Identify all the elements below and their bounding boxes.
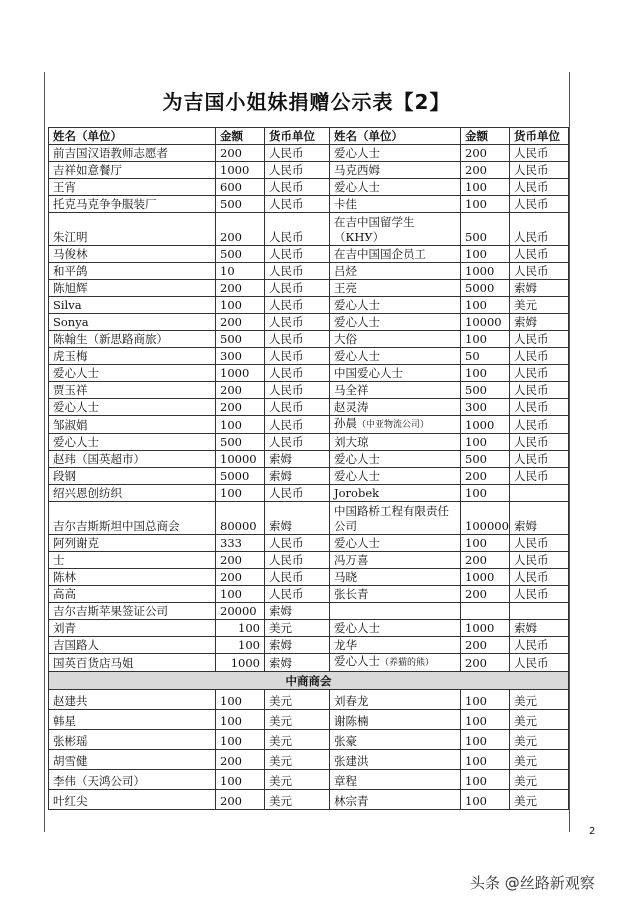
currency-cell: 索姆: [510, 314, 569, 331]
currency-cell: 人民币: [510, 196, 569, 213]
currency-cell: 美元: [265, 770, 330, 790]
amount-cell: [461, 603, 510, 620]
currency-cell: 人民币: [510, 451, 569, 468]
table-row: [49, 263, 569, 280]
amount-cell: 1000: [216, 162, 265, 179]
currency-cell: 索姆: [265, 654, 330, 672]
donor-name-cell: 韩星: [49, 710, 216, 730]
donor-name-cell: 国英百货店马姐: [49, 654, 216, 672]
currency-cell: 人民币: [265, 331, 330, 348]
table-row: [49, 485, 569, 502]
amount-cell: 100: [216, 770, 265, 790]
donor-name-cell: 吉祥如意餐厅: [49, 162, 216, 179]
currency-cell: 人民币: [265, 569, 330, 586]
donor-name-cell: 马晓: [330, 569, 461, 586]
table-row: [49, 179, 569, 196]
donor-name-cell: 刘大琼: [330, 434, 461, 451]
donor-name-cell: Sonya: [49, 314, 216, 331]
amount-cell: 100: [461, 770, 510, 790]
currency-cell: 美元: [265, 750, 330, 770]
table-row: [49, 399, 569, 416]
donor-name-cell: Silva: [49, 297, 216, 314]
amount-cell: 100: [216, 416, 265, 434]
header-amount-1: 金额: [216, 128, 265, 145]
donor-name-cell: 和平鸽: [49, 263, 216, 280]
donor-name-cell: 吉尔吉斯斯坦中国总商会: [49, 502, 216, 535]
table-header-row: [49, 128, 569, 145]
table-row: [49, 586, 569, 603]
currency-cell: 美元: [265, 710, 330, 730]
table-row: [49, 770, 569, 790]
header-currency-1: 货币单位: [265, 128, 330, 145]
table-row: [49, 690, 569, 710]
donor-name-cell: 赵玮（国英超市）: [49, 451, 216, 468]
currency-cell: 索姆: [265, 603, 330, 620]
currency-cell: 人民币: [510, 331, 569, 348]
donor-name-cell: 爱心人士: [49, 434, 216, 451]
donor-name-cell: 绍兴恩创纺织: [49, 485, 216, 502]
amount-cell: 200: [216, 569, 265, 586]
donor-name-cell: 虎玉梅: [49, 348, 216, 365]
amount-cell: 100: [461, 535, 510, 552]
header-amount-2: 金额: [461, 128, 510, 145]
amount-cell: 200: [216, 280, 265, 297]
donor-name-cell: 爱心人士（养猫的熊）: [330, 654, 461, 672]
amount-cell: 100: [461, 434, 510, 451]
amount-cell: 100: [216, 690, 265, 710]
table-row: [49, 750, 569, 770]
amount-cell: 100: [461, 365, 510, 382]
table-row: [49, 620, 569, 637]
amount-cell: 200: [461, 145, 510, 162]
currency-cell: 人民币: [265, 297, 330, 314]
header-name-1: 姓名（单位）: [49, 128, 216, 145]
currency-cell: 人民币: [265, 246, 330, 263]
table-row: [49, 603, 569, 620]
currency-cell: 索姆: [265, 451, 330, 468]
donor-name-cell: 马克西姆: [330, 162, 461, 179]
donor-name-cell: 贾玉祥: [49, 382, 216, 399]
donor-name-cell: 章程: [330, 770, 461, 790]
donor-name-cell: 胡雪健: [49, 750, 216, 770]
amount-cell: 50: [461, 348, 510, 365]
amount-cell: 100: [461, 246, 510, 263]
donor-name-cell: 孙晨（中亚物流公司）: [330, 416, 461, 434]
donor-name-cell: 马俊林: [49, 246, 216, 263]
amount-cell: 1000: [216, 654, 265, 672]
table-row: [49, 162, 569, 179]
amount-cell: 100: [216, 620, 265, 637]
donor-name-cell: 爱心人士: [330, 451, 461, 468]
section-title: 中商商会: [49, 672, 569, 690]
amount-cell: 100: [461, 730, 510, 750]
amount-cell: 300: [216, 348, 265, 365]
header-name-2: 姓名（单位）: [330, 128, 461, 145]
donor-name-cell: 张彬瑶: [49, 730, 216, 750]
table-row: [49, 331, 569, 348]
currency-cell: 人民币: [510, 213, 569, 246]
donor-name-cell: 爱心人士: [330, 179, 461, 196]
currency-cell: 人民币: [510, 263, 569, 280]
currency-cell: 人民币: [510, 637, 569, 654]
table-row: [49, 246, 569, 263]
donor-name-cell: 前吉国汉语教师志愿者: [49, 145, 216, 162]
currency-cell: 人民币: [510, 348, 569, 365]
currency-cell: 索姆: [265, 637, 330, 654]
amount-cell: 200: [216, 314, 265, 331]
amount-cell: 100: [461, 790, 510, 810]
amount-cell: 200: [216, 399, 265, 416]
amount-cell: 100: [461, 750, 510, 770]
currency-cell: 美元: [510, 770, 569, 790]
currency-cell: 美元: [510, 297, 569, 314]
donor-name-cell: 刘青: [49, 620, 216, 637]
amount-cell: 200: [216, 213, 265, 246]
donor-name-cell: 赵建共: [49, 690, 216, 710]
table-row: [49, 297, 569, 314]
table-row: [49, 502, 569, 535]
currency-cell: 人民币: [265, 348, 330, 365]
table-row: [49, 382, 569, 399]
section-header-row: [49, 672, 569, 690]
donor-name-cell: 士: [49, 552, 216, 569]
donor-name-cell: 高高: [49, 586, 216, 603]
donor-name-cell: 卡佳: [330, 196, 461, 213]
donor-name-cell: 爱心人士: [330, 297, 461, 314]
currency-cell: 美元: [510, 790, 569, 810]
donor-name-cell: 中国路桥工程有限责任公司: [330, 502, 461, 535]
amount-cell: 100: [216, 637, 265, 654]
currency-cell: 美元: [265, 790, 330, 810]
donor-name-cell: 段钢: [49, 468, 216, 485]
table-row: [49, 790, 569, 810]
donor-name-cell: 在吉中国留学生（КНУ）: [330, 213, 461, 246]
table-row: [49, 710, 569, 730]
amount-cell: 500: [216, 246, 265, 263]
donor-name-cell: 爱心人士: [330, 314, 461, 331]
donor-name-cell: 马全祥: [330, 382, 461, 399]
currency-cell: 人民币: [510, 552, 569, 569]
donor-name-cell: 爱心人士: [330, 145, 461, 162]
amount-cell: 100: [461, 485, 510, 502]
currency-cell: 人民币: [265, 382, 330, 399]
amount-cell: 200: [216, 382, 265, 399]
table-row: [49, 654, 569, 672]
table-row: [49, 416, 569, 434]
amount-cell: 200: [461, 637, 510, 654]
table-row: [49, 280, 569, 297]
amount-cell: 500: [216, 331, 265, 348]
amount-cell: 500: [461, 213, 510, 246]
amount-cell: 1000: [461, 416, 510, 434]
amount-cell: 200: [461, 162, 510, 179]
currency-cell: 人民币: [510, 569, 569, 586]
table-body: [49, 128, 569, 810]
donor-name-cell: 阿列谢克: [49, 535, 216, 552]
amount-cell: 100: [216, 586, 265, 603]
currency-cell: 人民币: [265, 552, 330, 569]
currency-cell: 索姆: [510, 280, 569, 297]
table-row: [49, 535, 569, 552]
donor-name-cell: 吉尔吉斯苹果签证公司: [49, 603, 216, 620]
donor-name-cell: 张长青: [330, 586, 461, 603]
currency-cell: 人民币: [510, 434, 569, 451]
currency-cell: 人民币: [265, 145, 330, 162]
currency-cell: 索姆: [510, 620, 569, 637]
amount-cell: 100000: [461, 502, 510, 535]
donor-name-cell: 谢陈楠: [330, 710, 461, 730]
donor-name-cell: 吕烃: [330, 263, 461, 280]
currency-cell: 美元: [265, 620, 330, 637]
page-number: 2: [589, 826, 596, 837]
table-row: [49, 314, 569, 331]
donor-name-cell: 赵灵涛: [330, 399, 461, 416]
table-row: [49, 637, 569, 654]
amount-cell: 200: [216, 750, 265, 770]
amount-cell: 200: [461, 586, 510, 603]
currency-cell: 人民币: [265, 162, 330, 179]
donor-name-cell: 叶红尖: [49, 790, 216, 810]
currency-cell: [510, 485, 569, 502]
currency-cell: 美元: [265, 690, 330, 710]
donor-name-cell: 张建洪: [330, 750, 461, 770]
amount-cell: 100: [461, 297, 510, 314]
currency-cell: 人民币: [265, 280, 330, 297]
amount-cell: 100: [461, 710, 510, 730]
currency-cell: 人民币: [510, 586, 569, 603]
donor-name-cell: Jorobek: [330, 485, 461, 502]
amount-cell: 333: [216, 535, 265, 552]
currency-cell: 索姆: [510, 502, 569, 535]
amount-cell: 200: [216, 790, 265, 810]
donor-name-cell: 爱心人士: [330, 620, 461, 637]
table-row: [49, 434, 569, 451]
amount-cell: 1000: [216, 365, 265, 382]
donor-name-cell: 托克马克争争服装厂: [49, 196, 216, 213]
currency-cell: 人民币: [265, 586, 330, 603]
currency-cell: 索姆: [265, 468, 330, 485]
table-row: [49, 145, 569, 162]
currency-cell: 人民币: [510, 162, 569, 179]
table-row: [49, 569, 569, 586]
amount-cell: 600: [216, 179, 265, 196]
currency-cell: 人民币: [265, 213, 330, 246]
donor-name-cell: 王宵: [49, 179, 216, 196]
donor-name-cell: 吉国路人: [49, 637, 216, 654]
donor-name-cell: 爱心人士: [330, 468, 461, 485]
currency-cell: 人民币: [265, 314, 330, 331]
currency-cell: 人民币: [265, 434, 330, 451]
amount-cell: 500: [461, 382, 510, 399]
currency-cell: 人民币: [510, 179, 569, 196]
currency-cell: 人民币: [265, 485, 330, 502]
amount-cell: 80000: [216, 502, 265, 535]
donor-name-cell: 中国爱心人士: [330, 365, 461, 382]
amount-cell: 200: [216, 145, 265, 162]
donor-name-cell: 朱江明: [49, 213, 216, 246]
donation-table: [48, 127, 569, 810]
amount-cell: 100: [216, 730, 265, 750]
donor-name-cell: 陈翰生（新思路商旅）: [49, 331, 216, 348]
amount-cell: 5000: [461, 280, 510, 297]
table-row: [49, 348, 569, 365]
donor-name-cell: 邹淑娟: [49, 416, 216, 434]
amount-cell: 500: [216, 434, 265, 451]
donor-name-cell: 王亮: [330, 280, 461, 297]
currency-cell: 人民币: [265, 399, 330, 416]
amount-cell: 10000: [461, 314, 510, 331]
donor-name-cell: 林宗青: [330, 790, 461, 810]
currency-cell: 人民币: [510, 365, 569, 382]
table-row: [49, 365, 569, 382]
donor-name-cell: 龙华: [330, 637, 461, 654]
currency-cell: 人民币: [510, 399, 569, 416]
currency-cell: 人民币: [265, 263, 330, 280]
donor-name-cell: [330, 603, 461, 620]
currency-cell: 人民币: [265, 365, 330, 382]
amount-cell: 1000: [461, 569, 510, 586]
donor-name-cell: 大俗: [330, 331, 461, 348]
donor-name-cell: 冯万喜: [330, 552, 461, 569]
amount-cell: 200: [461, 654, 510, 672]
header-currency-2: 货币单位: [510, 128, 569, 145]
currency-cell: 美元: [510, 710, 569, 730]
currency-cell: 人民币: [265, 416, 330, 434]
donor-name-cell: 爱心人士: [330, 348, 461, 365]
currency-cell: 美元: [510, 730, 569, 750]
currency-cell: 人民币: [265, 179, 330, 196]
donor-name-cell: 爱心人士: [49, 365, 216, 382]
currency-cell: 人民币: [510, 535, 569, 552]
donor-name-cell: 陈林: [49, 569, 216, 586]
amount-cell: 100: [461, 179, 510, 196]
donor-name-cell: 张豪: [330, 730, 461, 750]
donor-name-cell: 在吉中国国企员工: [330, 246, 461, 263]
amount-cell: 20000: [216, 603, 265, 620]
amount-cell: 500: [216, 196, 265, 213]
currency-cell: 人民币: [510, 145, 569, 162]
table-row: [49, 552, 569, 569]
amount-cell: 100: [216, 297, 265, 314]
donor-name-cell: 爱心人士: [49, 399, 216, 416]
amount-cell: 10000: [216, 451, 265, 468]
currency-cell: 人民币: [510, 246, 569, 263]
table-row: [49, 196, 569, 213]
donor-name-cell: 爱心人士: [330, 535, 461, 552]
amount-cell: 200: [461, 468, 510, 485]
table-row: [49, 213, 569, 246]
table-row: [49, 730, 569, 750]
amount-cell: 300: [461, 399, 510, 416]
donor-name-cell: 刘春龙: [330, 690, 461, 710]
amount-cell: 200: [461, 552, 510, 569]
amount-cell: 100: [216, 485, 265, 502]
amount-cell: 5000: [216, 468, 265, 485]
amount-cell: 100: [461, 196, 510, 213]
amount-cell: 100: [461, 690, 510, 710]
amount-cell: 1000: [461, 263, 510, 280]
amount-cell: 500: [461, 451, 510, 468]
table-row: [49, 468, 569, 485]
amount-cell: 1000: [461, 620, 510, 637]
amount-cell: 10: [216, 263, 265, 280]
currency-cell: 人民币: [510, 416, 569, 434]
amount-cell: 200: [216, 552, 265, 569]
currency-cell: 美元: [510, 690, 569, 710]
currency-cell: 人民币: [510, 654, 569, 672]
currency-cell: [510, 603, 569, 620]
amount-cell: 100: [461, 331, 510, 348]
page-title: 为吉国小姐妹捐赠公示表【2】: [162, 90, 451, 114]
currency-cell: 索姆: [265, 502, 330, 535]
table-row: [49, 451, 569, 468]
currency-cell: 美元: [510, 750, 569, 770]
currency-cell: 人民币: [510, 382, 569, 399]
donor-name-cell: 陈旭辉: [49, 280, 216, 297]
currency-cell: 人民币: [510, 468, 569, 485]
currency-cell: 人民币: [265, 196, 330, 213]
donor-name-cell: 李伟（天鸿公司）: [49, 770, 216, 790]
amount-cell: 100: [216, 710, 265, 730]
currency-cell: 人民币: [265, 535, 330, 552]
currency-cell: 美元: [265, 730, 330, 750]
watermark: 头条 @丝路新观察: [470, 874, 595, 892]
